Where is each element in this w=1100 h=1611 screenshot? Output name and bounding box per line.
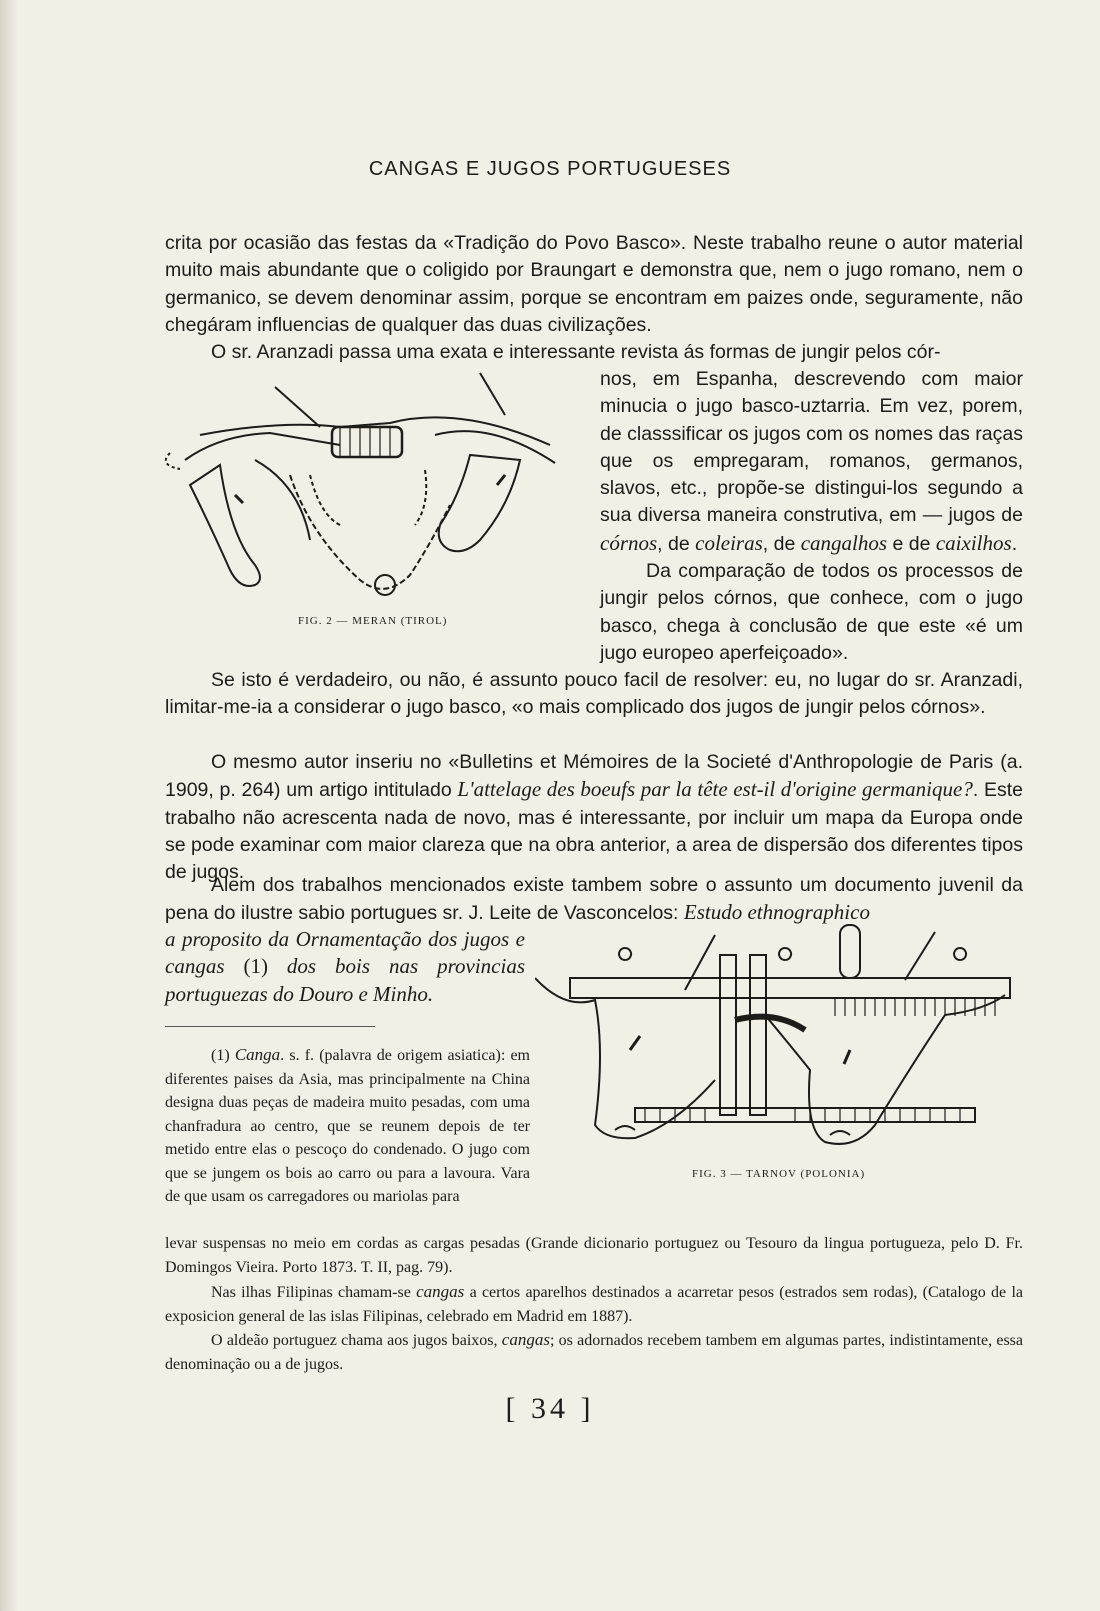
footnote-text: O aldeão portuguez chama aos jugos baixos, <box>211 1332 502 1349</box>
work-title: Estudo ethnographico <box>683 900 870 925</box>
footnote-1-continuation: levar suspensas no meio em cordas as cargas pesadas (Grande dicionario portuguez ou Tesouro da lingua portugueza, pelo D. Fr. Domingos Vieira. Porto 1873. T. II, pag. 79). <box>165 1235 1023 1276</box>
article-title: L'attelage des boeufs par la tête est-il d'origine germanique? <box>457 777 973 802</box>
paragraph-4-text: O mesmo autor inseriu no «Bulletins et Mémoires de la Societé d'Anthropologie de Paris (a. 1909, p. 264) um artigo intitulado <box>165 751 1023 802</box>
footnote-text: a certos aparelhos destinados a acarretar pesos (estrados sem rodas), (Catalogo de la exposicion general de las islas Filipinas, celebrado em Madrid em 1887). <box>165 1284 1023 1325</box>
running-head: CANGAS E JUGOS PORTUGUESES <box>368 158 732 180</box>
meran-yoke-illustration <box>160 365 580 630</box>
paragraph-4-end: . Este trabalho não acrescenta nada de novo, mas é interessante, por incluir um mapa da Europa onde se pode examinar com maior clareza que na obra anterior, a area de dispersão dos diferentes tipos de jugos. <box>165 779 1023 884</box>
footnote-text: ; os adornados recebem tambem em algumas partes, indistintamente, essa denominação ou a de jugos. <box>165 1332 1023 1373</box>
paragraph-3: Se isto é verdadeiro, ou não, é assunto pouco facil de resolver: eu, no lugar do sr. Aranzadi, limitar-me-ia a considerar o jugo basco, «o mais complicado dos jugos de jungir pelos córnos». <box>165 669 1023 719</box>
paragraph-2-full-line: O sr. Aranzadi passa uma exata e interessante revista ás formas de jungir pelos cór- <box>211 341 941 363</box>
paragraph-4 <box>165 749 1023 886</box>
work-title-cont: a proposito da Ornamentação dos jugos e cangas <box>165 927 525 979</box>
term-cornos: córnos <box>600 530 658 555</box>
footnote-text: Nas ilhas Filipinas chamam-se <box>211 1284 417 1301</box>
ox-head-right <box>439 455 520 551</box>
footnote-term: cangas <box>416 1282 465 1301</box>
top-beam <box>570 978 1010 998</box>
chain-ring <box>375 575 395 595</box>
footnote-1-number: (1) <box>211 1047 235 1064</box>
horn-line-right <box>480 373 505 415</box>
text-sep: e de <box>887 532 936 555</box>
text-sep: , de <box>657 532 696 555</box>
text-sep: , de <box>762 532 801 555</box>
yoke-cushion <box>332 427 402 457</box>
term-cangalhos: cangalhos <box>800 530 888 555</box>
paragraph-1: crita por ocasião das festas da «Tradição do Povo Basco». Neste trabalho reune o autor material muito mais abundante que o coligido por Braungart e demonstra que, nem o jugo romano, nem o germanico, se devem denominar assim, porque se encontram em paizes onde, seguramente, não chegáram influencias de qualquer das duas civilizações. <box>165 232 1023 336</box>
footnote-term: Canga <box>234 1045 281 1064</box>
paragraph-5-continuation <box>165 926 525 1008</box>
peg-center <box>840 925 860 978</box>
footnote-1-text: . s. f. (palavra de origem asiatica): em diferentes paises da Asia, mas principalmente na China designa duas peças de madeira muito pesadas, com uma chanfradura ao centro, que se reunem depois de ter metido entre elas o pescoço do condenado. O jugo com que se jungem os bois ao carro ou para a lavoura. Vara de que usam os carregadores ou mariolas para <box>165 1047 531 1205</box>
paragraph-2-column <box>600 366 1023 667</box>
bottom-beam <box>635 1108 975 1122</box>
term-caixilhos: caixilhos <box>935 530 1012 555</box>
ox-head-left <box>190 465 260 586</box>
fig3-caption: FIG. 3 — TARNOV (POLONIA) <box>692 1168 866 1180</box>
fig2-caption: FIG. 2 — MERAN (TIROL) <box>298 615 448 627</box>
horn-center <box>735 1017 805 1030</box>
footnote-term: cangas <box>501 1330 550 1349</box>
footnote-ref: (1) <box>224 954 287 979</box>
tarnov-yoke-illustration <box>535 920 1025 1180</box>
horn-line-left <box>275 387 320 427</box>
footnote-1 <box>165 1043 530 1209</box>
footnote-paragraph-2 <box>165 1280 1023 1328</box>
ox-head-left <box>535 978 715 1138</box>
paragraph-2-text: nos, em Espanha, descrevendo com maior minucia o jugo basco-uztarria. Em vez, porem, de classsificar os jugos com os nomes das raças que os empregaram, romanos, germanos, slavos, etc., propõe-se distingui-los segundo a sua diversa maneira construtiva, em — jugos de <box>600 368 1023 527</box>
page-edge-shadow <box>0 0 18 1611</box>
footnote-paragraph-3 <box>165 1328 1023 1376</box>
term-coleiras: coleiras <box>695 530 763 555</box>
text-sep: . <box>1011 532 1018 555</box>
page-number: [ 34 ] <box>505 1392 595 1425</box>
yoke-bar <box>200 417 550 445</box>
paragraph-5-text: Alem dos trabalhos mencionados existe tambem sobre o assunto um documento juvenil da pena do ilustre sabio portugues sr. J. Leite de Vasconcelos: <box>165 874 1023 925</box>
footnote-rule <box>165 1026 375 1027</box>
work-title-end: dos bois nas provincias portuguezas do Douro e Minho. <box>165 954 525 1006</box>
paragraph-2c: Da comparação de todos os processos de jungir pelos córnos, que conhece, com o jugo basco, chega à conclusão de que este «é um jugo europeo aperfeiçoado». <box>600 560 1023 664</box>
